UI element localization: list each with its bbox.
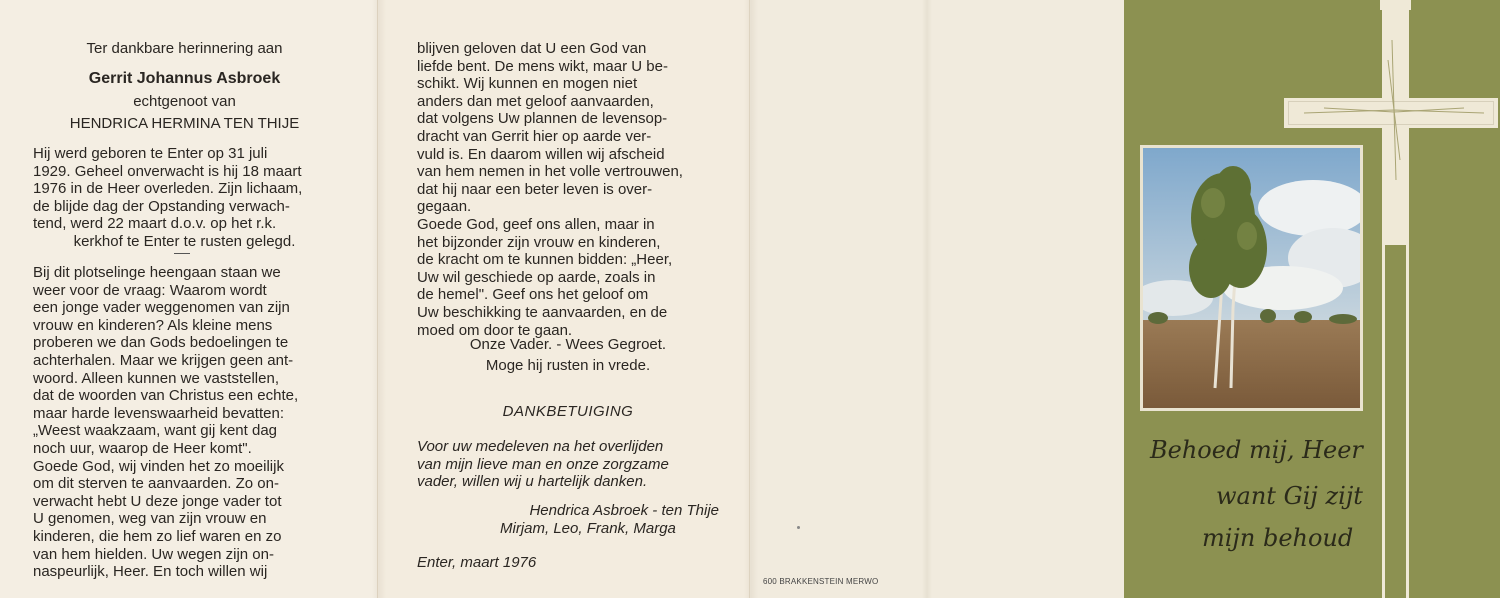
text-line: van hem hielden. Uw wegen zijn on-: [33, 545, 274, 563]
text-line: noch uur, waarop de Heer komt".: [33, 439, 252, 457]
text-line: schikt. Wij kunnen en mogen niet: [417, 75, 638, 93]
text-line: 1929. Geheel onverwacht is hij 18 maart: [33, 162, 302, 180]
thanks-title: DANKBETUIGING: [502, 403, 634, 420]
text-line: naspeurlijk, Heer. En toch willen wij: [33, 563, 268, 581]
text-line: een jonge vader weggenomen van zijn: [33, 299, 290, 317]
continued-paragraph: [417, 40, 719, 339]
text-line: Voor uw medeleven na het overlijden: [417, 438, 664, 455]
text-line: Goede God, wij vinden het zo moeilijk: [33, 457, 284, 475]
text-line: 1976 in de Heer overleden. Zijn lichaam,: [33, 180, 303, 198]
blank-page: [750, 0, 1124, 598]
text-line: Bij dit plotselinge heengaan staan we: [33, 264, 281, 281]
rest-in-peace: Moge hij rusten in vrede.: [485, 357, 651, 374]
text-line: maar harde levenswaarheid bevatten:: [33, 404, 284, 422]
text-line: anders dan met geloof aanvaarden,: [417, 92, 654, 110]
text-line: de kracht om te kunnen bidden: „Heer,: [417, 251, 673, 269]
fold-crease: [372, 0, 386, 598]
deceased-name: Gerrit Johannus Asbroek: [88, 70, 281, 87]
spouse-name: HENDRICA HERMINA TEN THIJE: [69, 115, 300, 132]
text-line: van hem nemen in het volle vertrouwen,: [417, 163, 683, 181]
text-line: Goede God, geef ons allen, maar in: [417, 215, 655, 233]
place-date: Enter, maart 1976: [417, 554, 537, 571]
fold-crease: [744, 0, 758, 598]
text-line: vuld is. En daarom willen wij afscheid: [417, 145, 665, 163]
printer-mark: 600 BRAKKENSTEIN MERWO: [763, 577, 879, 586]
text-line: gegaan.: [417, 198, 472, 216]
verse-line-3: mijn behoud: [1202, 524, 1354, 552]
text-line: blijven geloven dat U een God van: [417, 40, 647, 57]
cross-inner-stripe: [1385, 245, 1406, 598]
text-line: om dit sterven te aanvaarden. Zo on-: [33, 475, 279, 493]
thanks-paragraph: [417, 438, 719, 491]
reflection-paragraph: [33, 264, 336, 581]
text-line: woord. Alleen kunnen we vaststellen,: [33, 369, 279, 387]
text-line: Uw beschikking te aanvaarden, en de: [417, 303, 668, 321]
text-line: „Weest waakzaam, want gij kent dag: [33, 422, 278, 440]
text-line: achterhalen. Maar we krijgen geen ant-: [33, 351, 294, 369]
text-line: Hij werd geboren te Enter op 31 juli: [33, 145, 268, 162]
text-line: U genomen, weg van zijn vrouw en: [33, 510, 267, 528]
text-line: kinderen, die hem zo lief waren en zo: [33, 527, 282, 545]
bio-paragraph: [33, 145, 336, 251]
text-line: dracht van Gerrit hier op aarde ver-: [417, 127, 652, 145]
paper-speck: [797, 526, 800, 529]
memorial-heading: Ter dankbare herinnering aan: [86, 40, 283, 57]
landscape-photo: [1143, 148, 1360, 408]
text-line: vrouw en kinderen? Als kleine mens: [33, 316, 273, 334]
text-line: moed om door te gaan.: [417, 321, 573, 339]
verse-line-1: Behoed mij, Heer: [1150, 436, 1363, 464]
text-line: dat de woorden van Christus een echte,: [33, 387, 299, 405]
text-line: de blijde dag der Opstanding verwach-: [33, 197, 290, 215]
prayer-line: Onze Vader. - Wees Gegroet.: [469, 336, 667, 353]
fold-crease: [922, 0, 932, 598]
text-line: van mijn lieve man en onze zorgzame: [417, 455, 669, 473]
separator-dash: [174, 253, 190, 254]
text-line: vader, willen wij u hartelijk danken.: [417, 473, 648, 491]
text-line: Uw wil geschiede op aarde, zoals in: [417, 268, 656, 286]
text-line: dat volgens Uw plannen de levensop-: [417, 110, 668, 128]
text-line: verwacht hebt U deze jonge vader tot: [33, 492, 282, 510]
signer-line: Hendrica Asbroek - ten Thije: [529, 502, 719, 519]
text-line: proberen we dan Gods bedoelingen te: [33, 334, 289, 352]
text-line: het bijzonder zijn vrouw en kinderen,: [417, 233, 661, 251]
text-line: de hemel". Geef ons het geloof om: [417, 286, 649, 304]
relation-text: echtgenoot van: [133, 93, 236, 110]
signer-line: Mirjam, Leo, Frank, Marga: [500, 520, 676, 537]
text-line: dat hij naar een beter leven is over-: [417, 180, 653, 198]
text-line: tend, werd 22 maart d.o.v. op het r.k.: [33, 215, 277, 233]
text-line: kerkhof te Enter te rusten gelegd.: [73, 232, 296, 250]
text-line: liefde bent. De mens wikt, maar U be-: [417, 57, 668, 75]
verse-line-2: want Gij zijt: [1216, 482, 1363, 510]
text-line: weer voor de vraag: Waarom wordt: [33, 281, 267, 299]
